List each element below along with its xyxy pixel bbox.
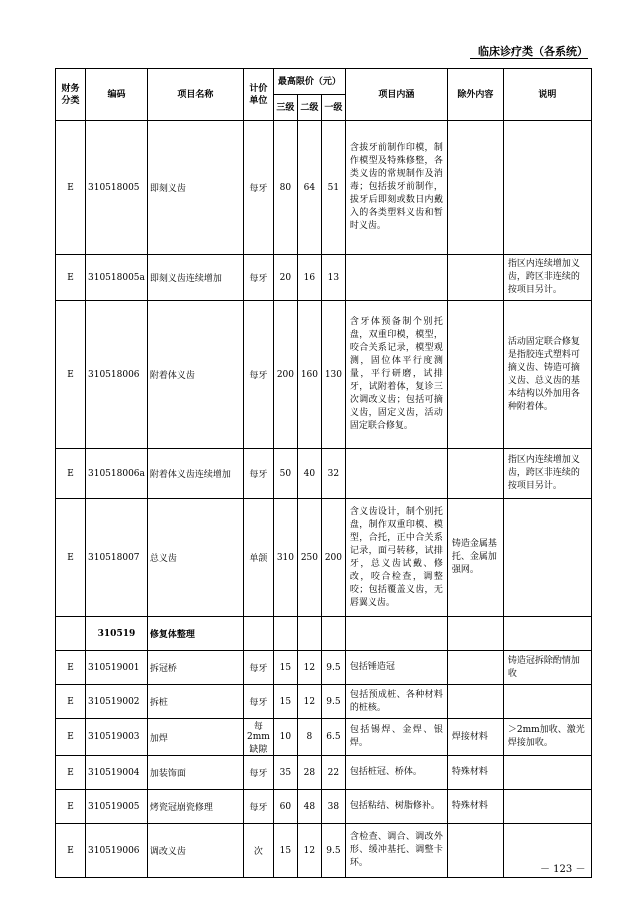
cell-tier1: 6.5 xyxy=(321,719,345,756)
cell-excluded: 焊接材料 xyxy=(447,719,503,756)
cell-tier2: 250 xyxy=(297,499,321,617)
cell-tier2 xyxy=(297,617,321,651)
cell-tier2: 12 xyxy=(297,824,321,878)
cell-tier3 xyxy=(273,617,297,651)
cell-category: E xyxy=(56,756,86,790)
cell-code: 310519005 xyxy=(86,790,148,824)
cell-name: 加焊 xyxy=(147,719,243,756)
cell-name: 加装饰面 xyxy=(147,756,243,790)
cell-tier2: 8 xyxy=(297,719,321,756)
table-row xyxy=(56,449,592,499)
cell-code: 310518005a xyxy=(86,255,148,301)
cell-category: E xyxy=(56,824,86,878)
cell-code: 310518005 xyxy=(86,121,148,255)
cell-tier2: 160 xyxy=(297,301,321,449)
cell-tier1: 9.5 xyxy=(321,824,345,878)
cell-notes xyxy=(503,617,591,651)
cell-category: E xyxy=(56,121,86,255)
cell-code: 310518006a xyxy=(86,449,148,499)
cell-notes: 指区内连续增加义齿，跨区非连续的按项目另计。 xyxy=(503,255,591,301)
cell-name: 拆冠桥 xyxy=(147,651,243,685)
page-header-title: 临床诊疗类（各系统） xyxy=(478,45,588,58)
table-row xyxy=(56,824,592,878)
col-code: 编码 xyxy=(86,69,148,121)
cell-tier1 xyxy=(321,617,345,651)
cell-notes: 指区内连续增加义齿，跨区非连续的按项目另计。 xyxy=(503,449,591,499)
cell-content xyxy=(345,255,447,301)
cell-unit: 每牙 xyxy=(243,756,273,790)
cell-name: 即刻义齿 xyxy=(147,121,243,255)
table-row xyxy=(56,651,592,685)
cell-category: E xyxy=(56,719,86,756)
col-notes: 说明 xyxy=(503,69,591,121)
cell-content: 包括粘结、树脂修补。 xyxy=(345,790,447,824)
cell-code: 310518006 xyxy=(86,301,148,449)
cell-code: 310519006 xyxy=(86,824,148,878)
cell-category: E xyxy=(56,449,86,499)
cell-tier1: 22 xyxy=(321,756,345,790)
cell-code: 310519001 xyxy=(86,651,148,685)
cell-name: 拆桩 xyxy=(147,685,243,719)
cell-category: E xyxy=(56,301,86,449)
page-number: － 123 － xyxy=(540,864,586,875)
cell-code: 310518007 xyxy=(86,499,148,617)
cell-tier3: 15 xyxy=(273,824,297,878)
cell-tier2: 12 xyxy=(297,685,321,719)
cell-excluded xyxy=(447,685,503,719)
cell-tier3: 50 xyxy=(273,449,297,499)
cell-tier1: 32 xyxy=(321,449,345,499)
cell-unit: 单颌 xyxy=(243,499,273,617)
header-rule xyxy=(470,58,588,59)
cell-tier2: 28 xyxy=(297,756,321,790)
table-row xyxy=(56,121,592,255)
table-row xyxy=(56,756,592,790)
cell-notes: ＞2mm加收、激光焊接加收。 xyxy=(503,719,591,756)
cell-category: E xyxy=(56,790,86,824)
cell-unit: 每牙 xyxy=(243,121,273,255)
cell-notes xyxy=(503,685,591,719)
cell-tier2: 16 xyxy=(297,255,321,301)
cell-code: 310519004 xyxy=(86,756,148,790)
cell-tier1: 38 xyxy=(321,790,345,824)
cell-content: 包括桩冠、桥体。 xyxy=(345,756,447,790)
cell-notes xyxy=(503,756,591,790)
cell-excluded: 特殊材料 xyxy=(447,756,503,790)
cell-content: 包括预成桩、各种材料的桩核。 xyxy=(345,685,447,719)
cell-content: 含牙体预备制个别托盘，双重印模，模型，咬合关系记录，模型观测，固位体平行度测量，平行研磨，试排牙，试附着体，复诊三次调改义齿；包括可摘义齿，固定义齿，活动固定联合修复。 xyxy=(345,301,447,449)
cell-name: 调改义齿 xyxy=(147,824,243,878)
cell-category xyxy=(56,617,86,651)
col-category: 财务分类 xyxy=(56,69,86,121)
table-row xyxy=(56,255,592,301)
cell-unit: 每牙 xyxy=(243,255,273,301)
table-row xyxy=(56,499,592,617)
cell-unit: 每牙 xyxy=(243,651,273,685)
cell-tier3: 200 xyxy=(273,301,297,449)
cell-tier3: 60 xyxy=(273,790,297,824)
cell-tier3: 310 xyxy=(273,499,297,617)
cell-excluded xyxy=(447,449,503,499)
cell-tier1: 51 xyxy=(321,121,345,255)
cell-category: E xyxy=(56,255,86,301)
cell-unit xyxy=(243,617,273,651)
cell-tier3: 15 xyxy=(273,651,297,685)
col-tier3: 三级 xyxy=(273,95,297,121)
cell-tier2: 64 xyxy=(297,121,321,255)
cell-content xyxy=(345,449,447,499)
cell-excluded xyxy=(447,301,503,449)
cell-category: E xyxy=(56,651,86,685)
cell-tier3: 35 xyxy=(273,756,297,790)
cell-unit: 每牙 xyxy=(243,301,273,449)
cell-tier1: 200 xyxy=(321,499,345,617)
cell-tier1: 9.5 xyxy=(321,685,345,719)
cell-tier2: 12 xyxy=(297,651,321,685)
col-name: 项目名称 xyxy=(147,69,243,121)
table-row xyxy=(56,685,592,719)
cell-unit: 每牙 xyxy=(243,685,273,719)
cell-category: E xyxy=(56,685,86,719)
cell-content: 包括锡焊、金焊、银焊。 xyxy=(345,719,447,756)
col-excluded: 除外内容 xyxy=(447,69,503,121)
cell-notes xyxy=(503,121,591,255)
col-unit: 计价单位 xyxy=(243,69,273,121)
cell-unit: 次 xyxy=(243,824,273,878)
cell-content: 包括锤造冠 xyxy=(345,651,447,685)
cell-excluded xyxy=(447,651,503,685)
cell-content: 含拔牙前制作印模，制作模型及特殊修整，各类义齿的常规制作及消毒；包括拔牙前制作，拔牙后即刻或数日内戴入的各类塑料义齿和暂时义齿。 xyxy=(345,121,447,255)
cell-code: 310519 xyxy=(86,617,148,651)
cell-tier3: 80 xyxy=(273,121,297,255)
col-tier1: 一级 xyxy=(321,95,345,121)
cell-notes xyxy=(503,499,591,617)
cell-tier1: 13 xyxy=(321,255,345,301)
cell-content xyxy=(345,617,447,651)
table-row xyxy=(56,790,592,824)
cell-excluded xyxy=(447,121,503,255)
cell-notes: 活动固定联合修复是指胶连式塑料可摘义齿、铸造可摘义齿、总义齿的基本结构以外加用各种附着体。 xyxy=(503,301,591,449)
cell-tier2: 48 xyxy=(297,790,321,824)
fee-table xyxy=(55,68,592,878)
cell-name: 即刻义齿连续增加 xyxy=(147,255,243,301)
cell-tier2: 40 xyxy=(297,449,321,499)
cell-notes xyxy=(503,790,591,824)
cell-content: 含义齿设计，制个别托盘，制作双重印模、模型，合托，正中合关系记录，面弓转移，试排牙，总义齿试戴、修改，咬合检查，调整咬；包括覆盖义齿，无唇翼义齿。 xyxy=(345,499,447,617)
col-content: 项目内涵 xyxy=(345,69,447,121)
cell-excluded: 特殊材料 xyxy=(447,790,503,824)
cell-tier3: 15 xyxy=(273,685,297,719)
cell-unit: 每牙 xyxy=(243,790,273,824)
cell-tier3: 10 xyxy=(273,719,297,756)
cell-excluded xyxy=(447,824,503,878)
cell-name: 附着体义齿连续增加 xyxy=(147,449,243,499)
cell-content: 含检查、调合、调改外形、缓冲基托、调整卡环。 xyxy=(345,824,447,878)
cell-category: E xyxy=(56,499,86,617)
cell-name: 总义齿 xyxy=(147,499,243,617)
cell-excluded xyxy=(447,255,503,301)
cell-unit: 每2mm缺隙 xyxy=(243,719,273,756)
col-price-group: 最高限价（元） xyxy=(273,69,345,95)
cell-excluded: 铸造金属基托、金属加强网。 xyxy=(447,499,503,617)
col-tier2: 二级 xyxy=(297,95,321,121)
cell-tier1: 130 xyxy=(321,301,345,449)
cell-notes: 铸造冠拆除酌情加收 xyxy=(503,651,591,685)
cell-tier1: 9.5 xyxy=(321,651,345,685)
cell-excluded xyxy=(447,617,503,651)
cell-name: 烤瓷冠崩瓷修理 xyxy=(147,790,243,824)
cell-name: 修复体整理 xyxy=(147,617,243,651)
section-row xyxy=(56,617,592,651)
table-row xyxy=(56,301,592,449)
cell-name: 附着体义齿 xyxy=(147,301,243,449)
cell-code: 310519003 xyxy=(86,719,148,756)
cell-tier3: 20 xyxy=(273,255,297,301)
table-row xyxy=(56,719,592,756)
cell-code: 310519002 xyxy=(86,685,148,719)
cell-unit: 每牙 xyxy=(243,449,273,499)
